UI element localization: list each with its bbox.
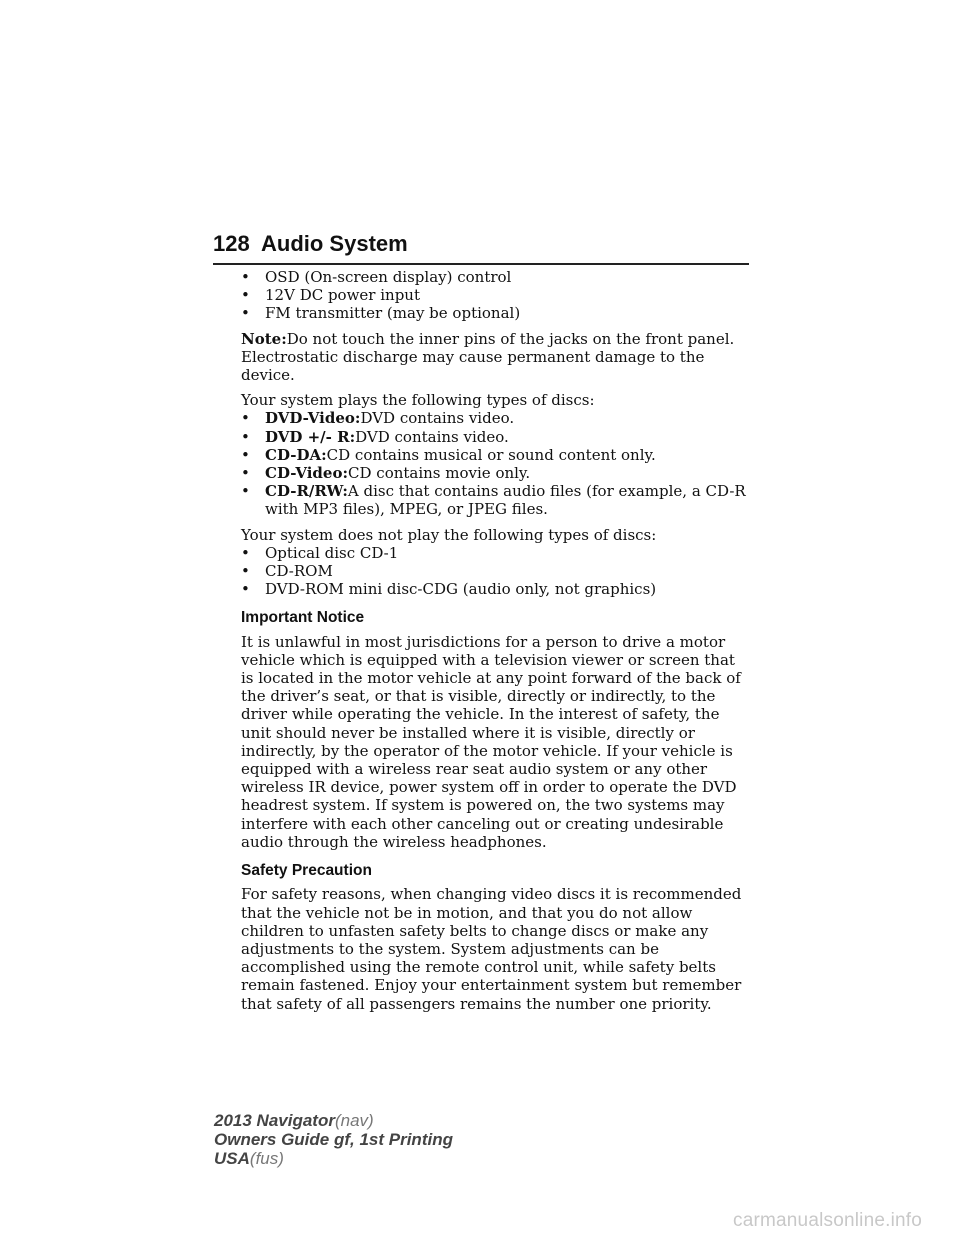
list-item: • FM transmitter (may be optional) <box>241 304 521 323</box>
list-item: • DVD-ROM mini disc-CDG (audio only, not graphics) <box>241 580 657 599</box>
bullet-icon: • <box>241 427 250 446</box>
bullet-icon: • <box>241 482 250 501</box>
page-header <box>213 231 749 265</box>
document-footer <box>214 1111 453 1168</box>
bullet-icon: • <box>241 445 250 464</box>
plays-intro: Your system plays the following types of discs: <box>241 391 595 410</box>
list-item: • CD-R/RW:A disc that contains audio files (for example, a CD-R with MP3 files), MPEG, or JPEG files. <box>241 482 746 519</box>
page-content <box>241 268 751 1013</box>
intro-bullet-list <box>241 268 751 323</box>
list-item: • 12V DC power input <box>241 286 420 305</box>
safety-precaution-text: For safety reasons, when changing video discs it is recommended that the vehicle not be in motion, and that you do not allow children to unfasten safety belts to change discs or make any adjustments to the system. System adjustments can be accomplished using the remote control unit, while safety belts remain fastened. Enjoy your entertainment system but remember that safety of all passengers remains the number one priority. <box>241 885 742 1013</box>
bullet-icon: • <box>241 286 250 305</box>
footer-line-3: USA(fus) <box>214 1149 284 1168</box>
list-item: • CD-DA:CD contains musical or sound content only. <box>241 445 656 464</box>
list-item: • Optical disc CD-1 <box>241 543 399 562</box>
footer-line-1: 2013 Navigator(nav) <box>214 1111 374 1130</box>
important-notice-text: It is unlawful in most jurisdictions for a person to drive a motor vehicle which is equipped with a television viewer or screen that is located in the motor vehicle at any point forward of the back of the driver’s seat, or that is visible, directly or indirectly, to the driver while operating the vehicle. In the interest of safety, the unit should never be installed where it is visible, directly or indirectly, by the operator of the motor vehicle. If your vehicle is equipped with a wireless rear seat audio system or any other wireless IR device, power system off in order to operate the DVD headrest system. If system is powered on, the two systems may interfere with each other canceling out or creating undesirable audio through the wireless headphones. <box>241 632 741 851</box>
note-text: Do not touch the inner pins of the jacks on the front panel. Electrostatic discharge may cause permanent damage to the device. <box>241 329 735 385</box>
list-item: • CD-ROM <box>241 562 333 581</box>
list-item: • DVD-Video:DVD contains video. <box>241 409 515 428</box>
footer-line-2: Owners Guide gf, 1st Printing <box>214 1130 453 1149</box>
page-number: 128 <box>213 231 250 256</box>
plays-list <box>241 409 751 518</box>
watermark: carmanualsonline.info <box>733 1210 923 1231</box>
list-item: • DVD +/- R:DVD contains video. <box>241 427 509 446</box>
not-play-list <box>241 544 751 599</box>
bullet-icon: • <box>241 409 250 428</box>
not-play-intro: Your system does not play the following types of discs: <box>241 525 657 544</box>
list-item: • OSD (On-screen display) control <box>241 268 512 286</box>
safety-precaution-heading: Safety Precaution <box>241 862 372 880</box>
note-label: Note: <box>241 329 287 348</box>
list-item: • CD-Video:CD contains movie only. <box>241 464 531 483</box>
note-paragraph <box>241 330 751 385</box>
bullet-icon: • <box>241 580 250 599</box>
bullet-icon: • <box>241 268 250 286</box>
bullet-icon: • <box>241 543 250 562</box>
bullet-icon: • <box>241 464 250 483</box>
bullet-icon: • <box>241 562 250 581</box>
bullet-icon: • <box>241 304 250 323</box>
important-notice-heading: Important Notice <box>241 609 365 627</box>
section-title: Audio System <box>261 231 408 256</box>
